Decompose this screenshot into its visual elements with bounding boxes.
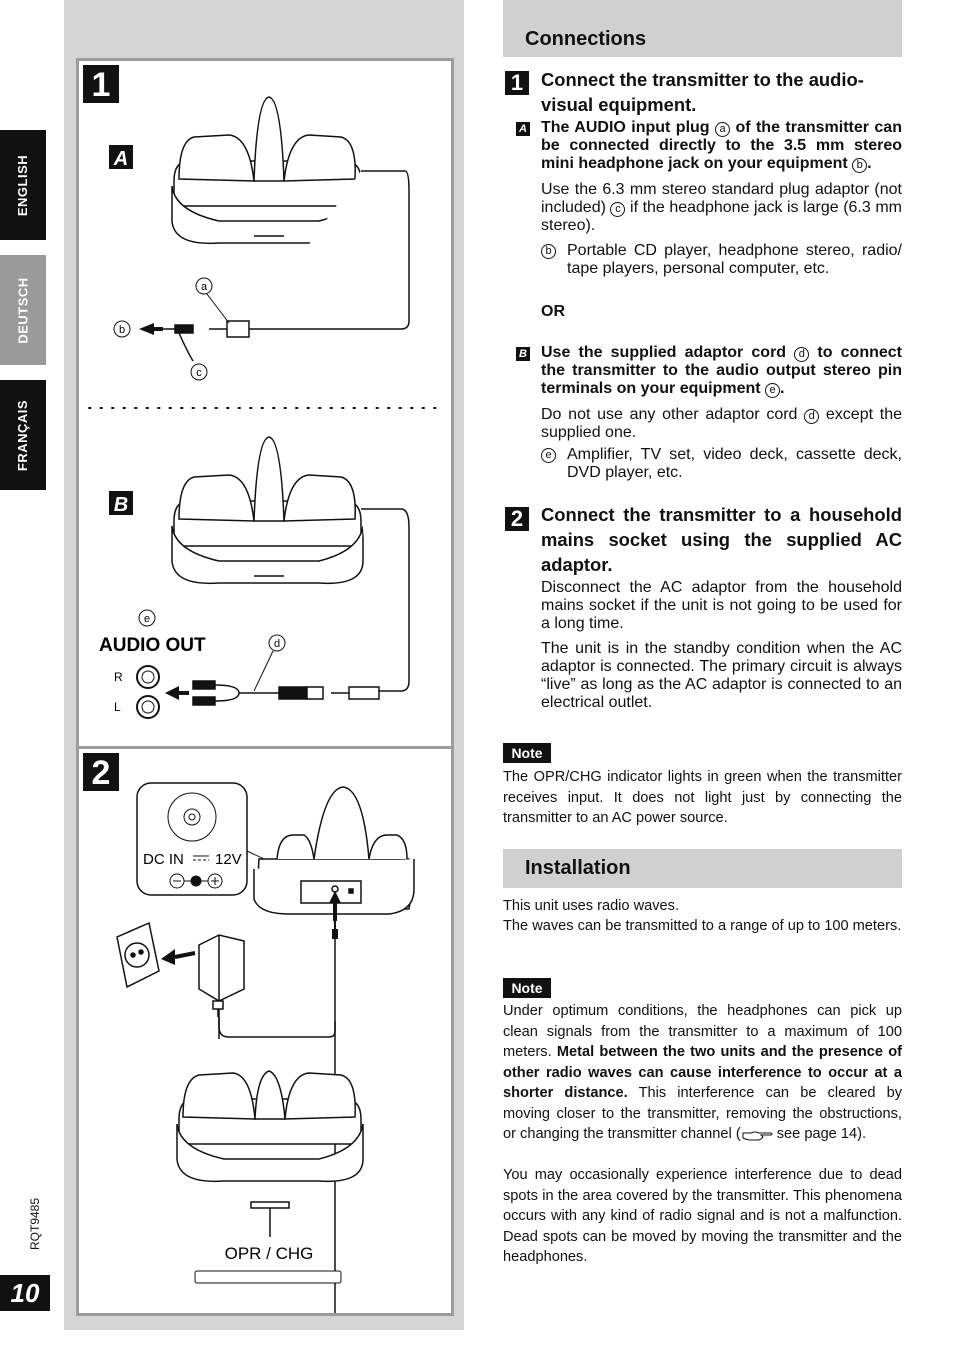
adaptor-cord-d	[193, 681, 379, 705]
step-1b-note	[541, 406, 902, 442]
transmitter-b-illustration	[172, 437, 409, 691]
step-1a-note	[541, 181, 902, 235]
equipment-list-b	[541, 242, 902, 278]
connections-note-text: The OPR/CHG indicator lights in green when the transmitter receives input. It does not light just by connecting the transmitter to an AC power source.	[503, 769, 902, 826]
stereo-plug-a	[159, 321, 249, 361]
panel-b-marker: B	[516, 347, 530, 361]
callout-e-label: e	[143, 613, 151, 625]
opr-chg-indicator-icon	[195, 1271, 341, 1283]
step-2-text-1: Disconnect the AC adaptor from the household mains socket if the unit is not going to be used for a long time.	[541, 579, 902, 632]
equipment-list-e-text: Amplifier, TV set, video deck, cassette deck, DVD player, etc.	[567, 446, 902, 481]
step-2-text-2: The unit is in the standby condition when the AC adaptor is connected. The primary circuit is always “live” as long as the AC adaptor is connected to an electrical outlet.	[541, 640, 902, 711]
callout-d-label: d	[273, 638, 281, 650]
step-1-number: 1	[505, 71, 529, 95]
installation-text-2: The waves can be transmitted to a range of up to 100 meters.	[503, 918, 902, 934]
callout-b-ref: b	[852, 158, 867, 173]
step-1b-bold-text: Use the supplied adaptor cord	[541, 344, 787, 361]
step-1-title: Connect the transmitter to the audio-visual equipment.	[541, 69, 864, 115]
equipment-list-b-text: Portable CD player, headphone stereo, radio/ tape players, personal computer, etc.	[567, 242, 902, 277]
document-code: RQT9485	[28, 1197, 42, 1250]
note-label: Note	[503, 743, 551, 763]
panel-b-label: B	[113, 494, 129, 516]
figure-2-illustration	[79, 749, 451, 1313]
language-tab-label: DEUTSCH	[15, 276, 31, 344]
callout-e-ref: e	[765, 383, 780, 398]
language-tab-english[interactable]	[0, 130, 46, 240]
step-1a-bold-text: The AUDIO input plug	[541, 119, 710, 136]
installation-note-part: Under optimum conditions, the headphones can pick up clean signals from the transmitter to a maximum of 100 meters.	[503, 1003, 902, 1060]
step-1a-bold-text: of the transmitter can be connected directly to the 3.5 mm stereo mini headphone jack on your equipment	[541, 119, 902, 172]
step-2-title: Connect the transmitter to a household mains socket using the supplied AC adaptor.	[541, 504, 902, 575]
left-channel-label: L	[114, 700, 121, 714]
right-channel-label: R	[114, 670, 123, 684]
installation-note-bold: Metal between the two units and the presence of other radio waves can cause interference to occur at a shorter distance.	[503, 1044, 902, 1101]
callout-a-ref: a	[715, 122, 730, 137]
step-1a-text: Use the 6.3 mm stereo standard plug adaptor (not included)	[541, 181, 902, 216]
figure-2-frame	[76, 746, 454, 1316]
callout-c-label: c	[196, 367, 202, 379]
callout-b-ref: b	[541, 244, 556, 259]
dc-in-label: DC IN	[143, 851, 184, 868]
figure-1-frame	[76, 58, 454, 750]
equipment-list-e	[541, 446, 902, 482]
step-1a-text: if the headphone jack is large (6.3 mm stereo).	[541, 199, 902, 234]
opr-chg-label: OPR / CHG	[224, 1244, 314, 1263]
installation-note-text	[503, 1001, 902, 1145]
installation-text-1: This unit uses radio waves.	[503, 898, 680, 914]
step-1b-bold-text: to connect the transmitter to the audio output stereo pin terminals on your equipment	[541, 344, 903, 397]
polarity-icon	[170, 874, 222, 888]
panel-a-label: A	[113, 148, 129, 170]
note-label: Note	[503, 978, 551, 998]
wall-socket-illustration	[117, 923, 159, 987]
installation-note-part: see page 14).	[776, 1126, 867, 1142]
step-1b-text: Do not use any other adaptor cord	[541, 406, 798, 423]
callout-e-ref: e	[541, 448, 556, 463]
callout-b-label: b	[118, 324, 126, 336]
page-number: 10	[0, 1275, 50, 1311]
language-tab-deutsch[interactable]	[0, 255, 46, 365]
panel-a-marker: A	[516, 122, 530, 136]
callout-d-ref: d	[794, 347, 809, 362]
language-tab-label: FRANÇAIS	[15, 399, 31, 471]
figure-number: 2	[91, 754, 111, 792]
step-1a-instruction: The AUDIO input plug a of the transmitter can be connected directly to the 3.5 mm stereo mini headphone jack on your equipment b .	[541, 119, 902, 172]
figure-1-illustration	[79, 61, 451, 747]
audio-out-label: AUDIO OUT	[99, 635, 206, 656]
step-2-number: 2	[505, 507, 529, 531]
arrow-left-icon	[161, 949, 175, 965]
ac-adaptor-illustration	[199, 935, 244, 1039]
installation-note-part: This interference can be cleared by moving closer to the transmitter, removing the obstructions, or changing the transmitter channel (	[503, 1085, 903, 1142]
installation-note-text-2: You may occasionally experience interference due to dead spots in the area covered by the transmitter. This phenomena occurs with any kind of radio signal and is not a malfunction. Dead spots can be moved by moving the transmitter and the headphones.	[503, 1167, 902, 1265]
figure-number: 1	[91, 66, 111, 104]
arrow-left-icon	[165, 686, 179, 700]
language-tab-label: ENGLISH	[15, 154, 31, 216]
step-1b-instruction: Use the supplied adaptor cord d to connect the transmitter to the audio output stereo pin terminals on your equipment e .	[541, 344, 903, 397]
arrow-left-icon	[139, 323, 154, 335]
language-tab-francais[interactable]	[0, 380, 46, 490]
pointing-hand-icon	[741, 1128, 773, 1140]
callout-d-ref: d	[804, 409, 819, 424]
callout-c-ref: c	[610, 202, 625, 217]
step-1b-text: except the supplied one.	[541, 406, 902, 441]
installation-heading: Installation	[503, 849, 902, 888]
connections-heading: Connections	[503, 0, 902, 57]
dc-voltage-label: 12V	[215, 851, 242, 868]
or-separator: OR	[541, 303, 565, 320]
callout-a-label: a	[200, 281, 208, 293]
